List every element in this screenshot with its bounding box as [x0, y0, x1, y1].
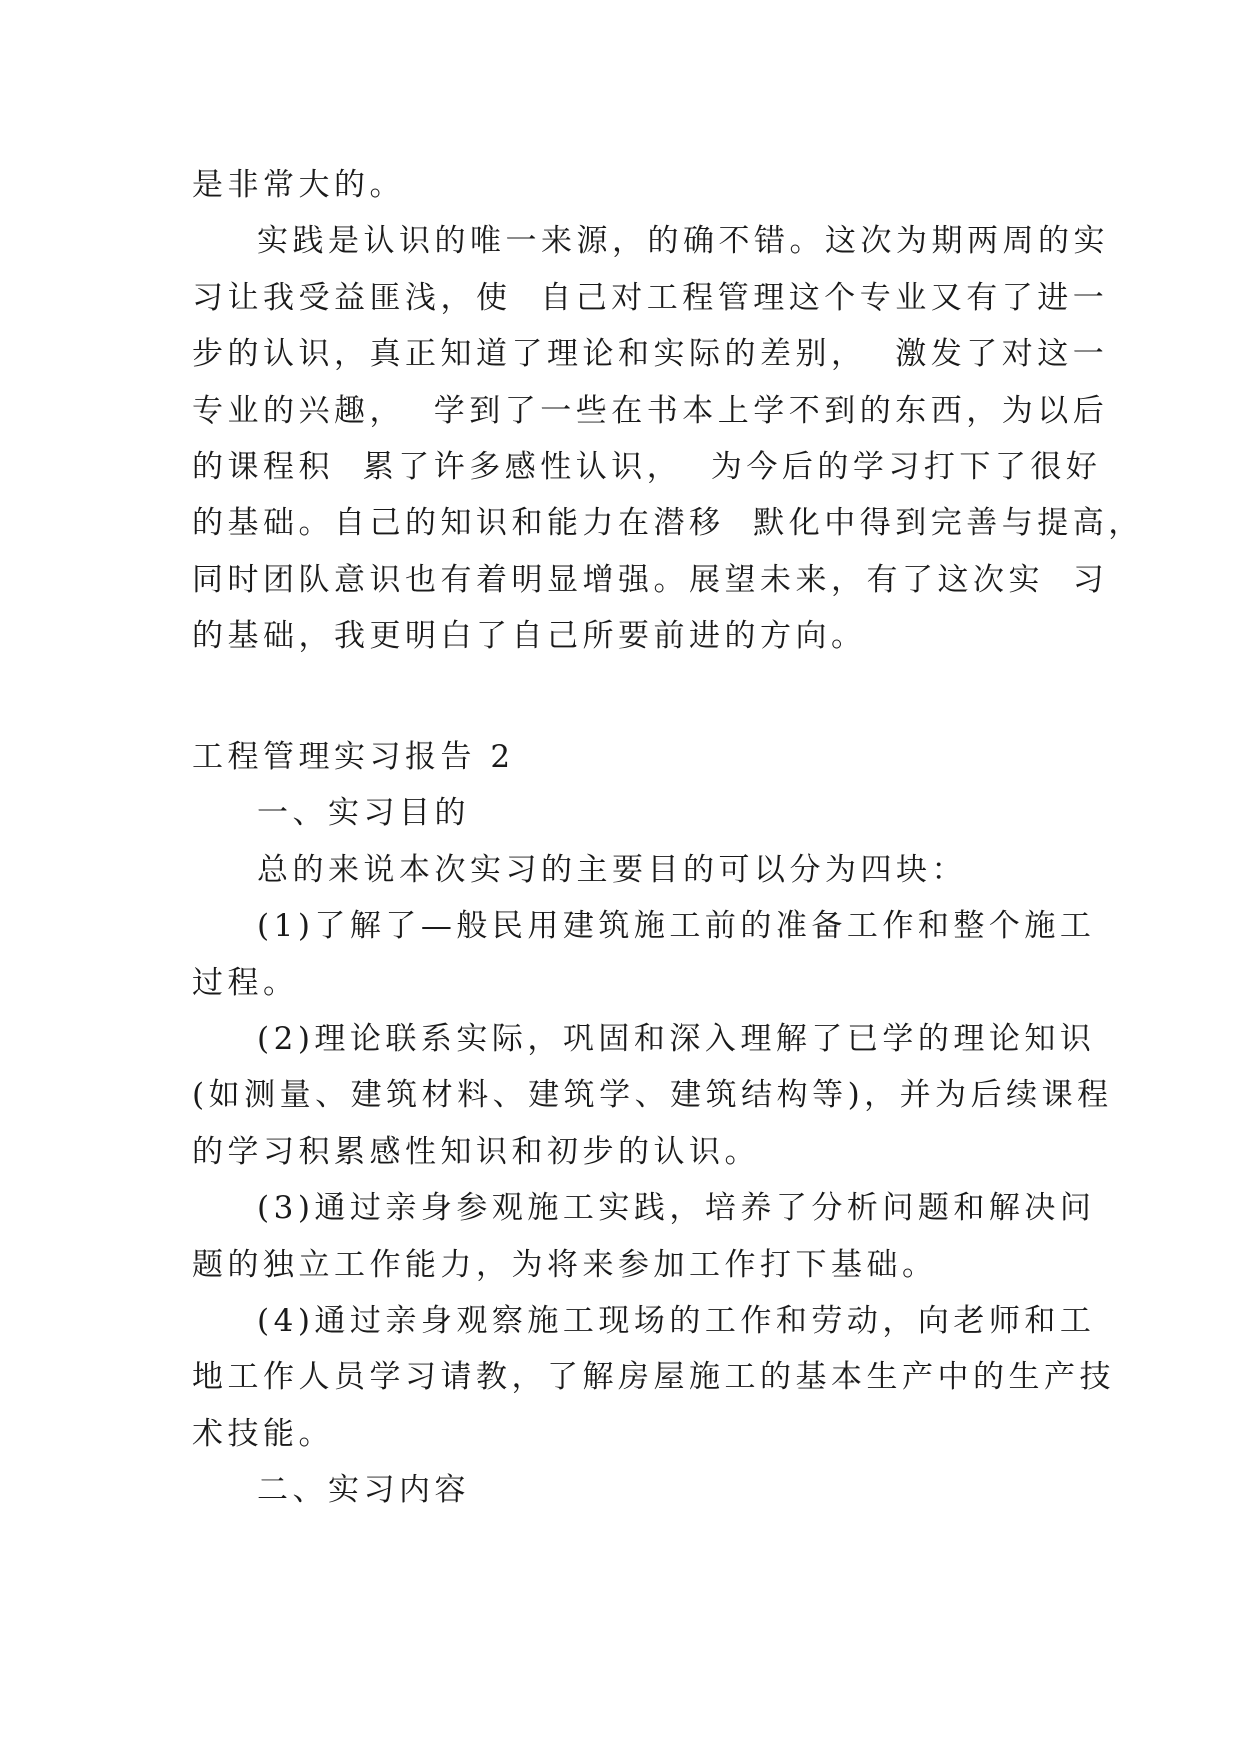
text-line: 习让我受益匪浅，使 自己对工程管理这个专业又有了进一 [192, 280, 1109, 316]
text-line: 题的独立工作能力，为将来参加工作打下基础。 [192, 1247, 938, 1283]
text-line: 是非常大的。 [192, 167, 405, 203]
subsection-heading: 一、实习目的 [257, 795, 470, 831]
text-line: 专业的兴趣， 学到了一些在书本上学不到的东西，为以后 [192, 393, 1109, 429]
text-line: 过程。 [192, 965, 299, 1001]
text-line: 的课程积 累了许多感性认识， 为今后的学习打下了很好 [192, 449, 1102, 485]
subsection-heading: 二、实习内容 [257, 1472, 470, 1508]
text-line: 的基础。自己的知识和能力在潜移 默化中得到完善与提高， [192, 505, 1144, 541]
text-line: 术技能。 [192, 1416, 334, 1452]
list-item: (2)理论联系实际，巩固和深入理解了已学的理论知识 [257, 1021, 1096, 1057]
text-line: 地工作人员学习请教，了解房屋施工的基本生产中的生产技 [192, 1359, 1115, 1395]
list-item: (1)了解了—般民用建筑施工前的准备工作和整个施工 [257, 908, 1096, 944]
section-heading: 工程管理实习报告 2 [192, 739, 515, 775]
text-line: 总的来说本次实习的主要目的可以分为四块： [257, 852, 967, 888]
text-line: 的学习积累感性知识和初步的认识。 [192, 1134, 760, 1170]
list-item: (4)通过亲身观察施工现场的工作和劳动，向老师和工 [257, 1303, 1096, 1339]
text-line: 实践是认识的唯一来源，的确不错。这次为期两周的实 [257, 223, 1109, 259]
text-line: (如测量、建筑材料、建筑学、建筑结构等)，并为后续课程 [192, 1077, 1113, 1113]
text-line: 同时团队意识也有着明显增强。展望未来，有了这次实 习 [192, 562, 1109, 598]
text-line: 步的认识，真正知道了理论和实际的差别， 激发了对这一 [192, 336, 1109, 372]
text-line: 的基础，我更明白了自己所要前进的方向。 [192, 618, 867, 654]
list-item: (3)通过亲身参观施工实践，培养了分析问题和解决问 [257, 1190, 1096, 1226]
